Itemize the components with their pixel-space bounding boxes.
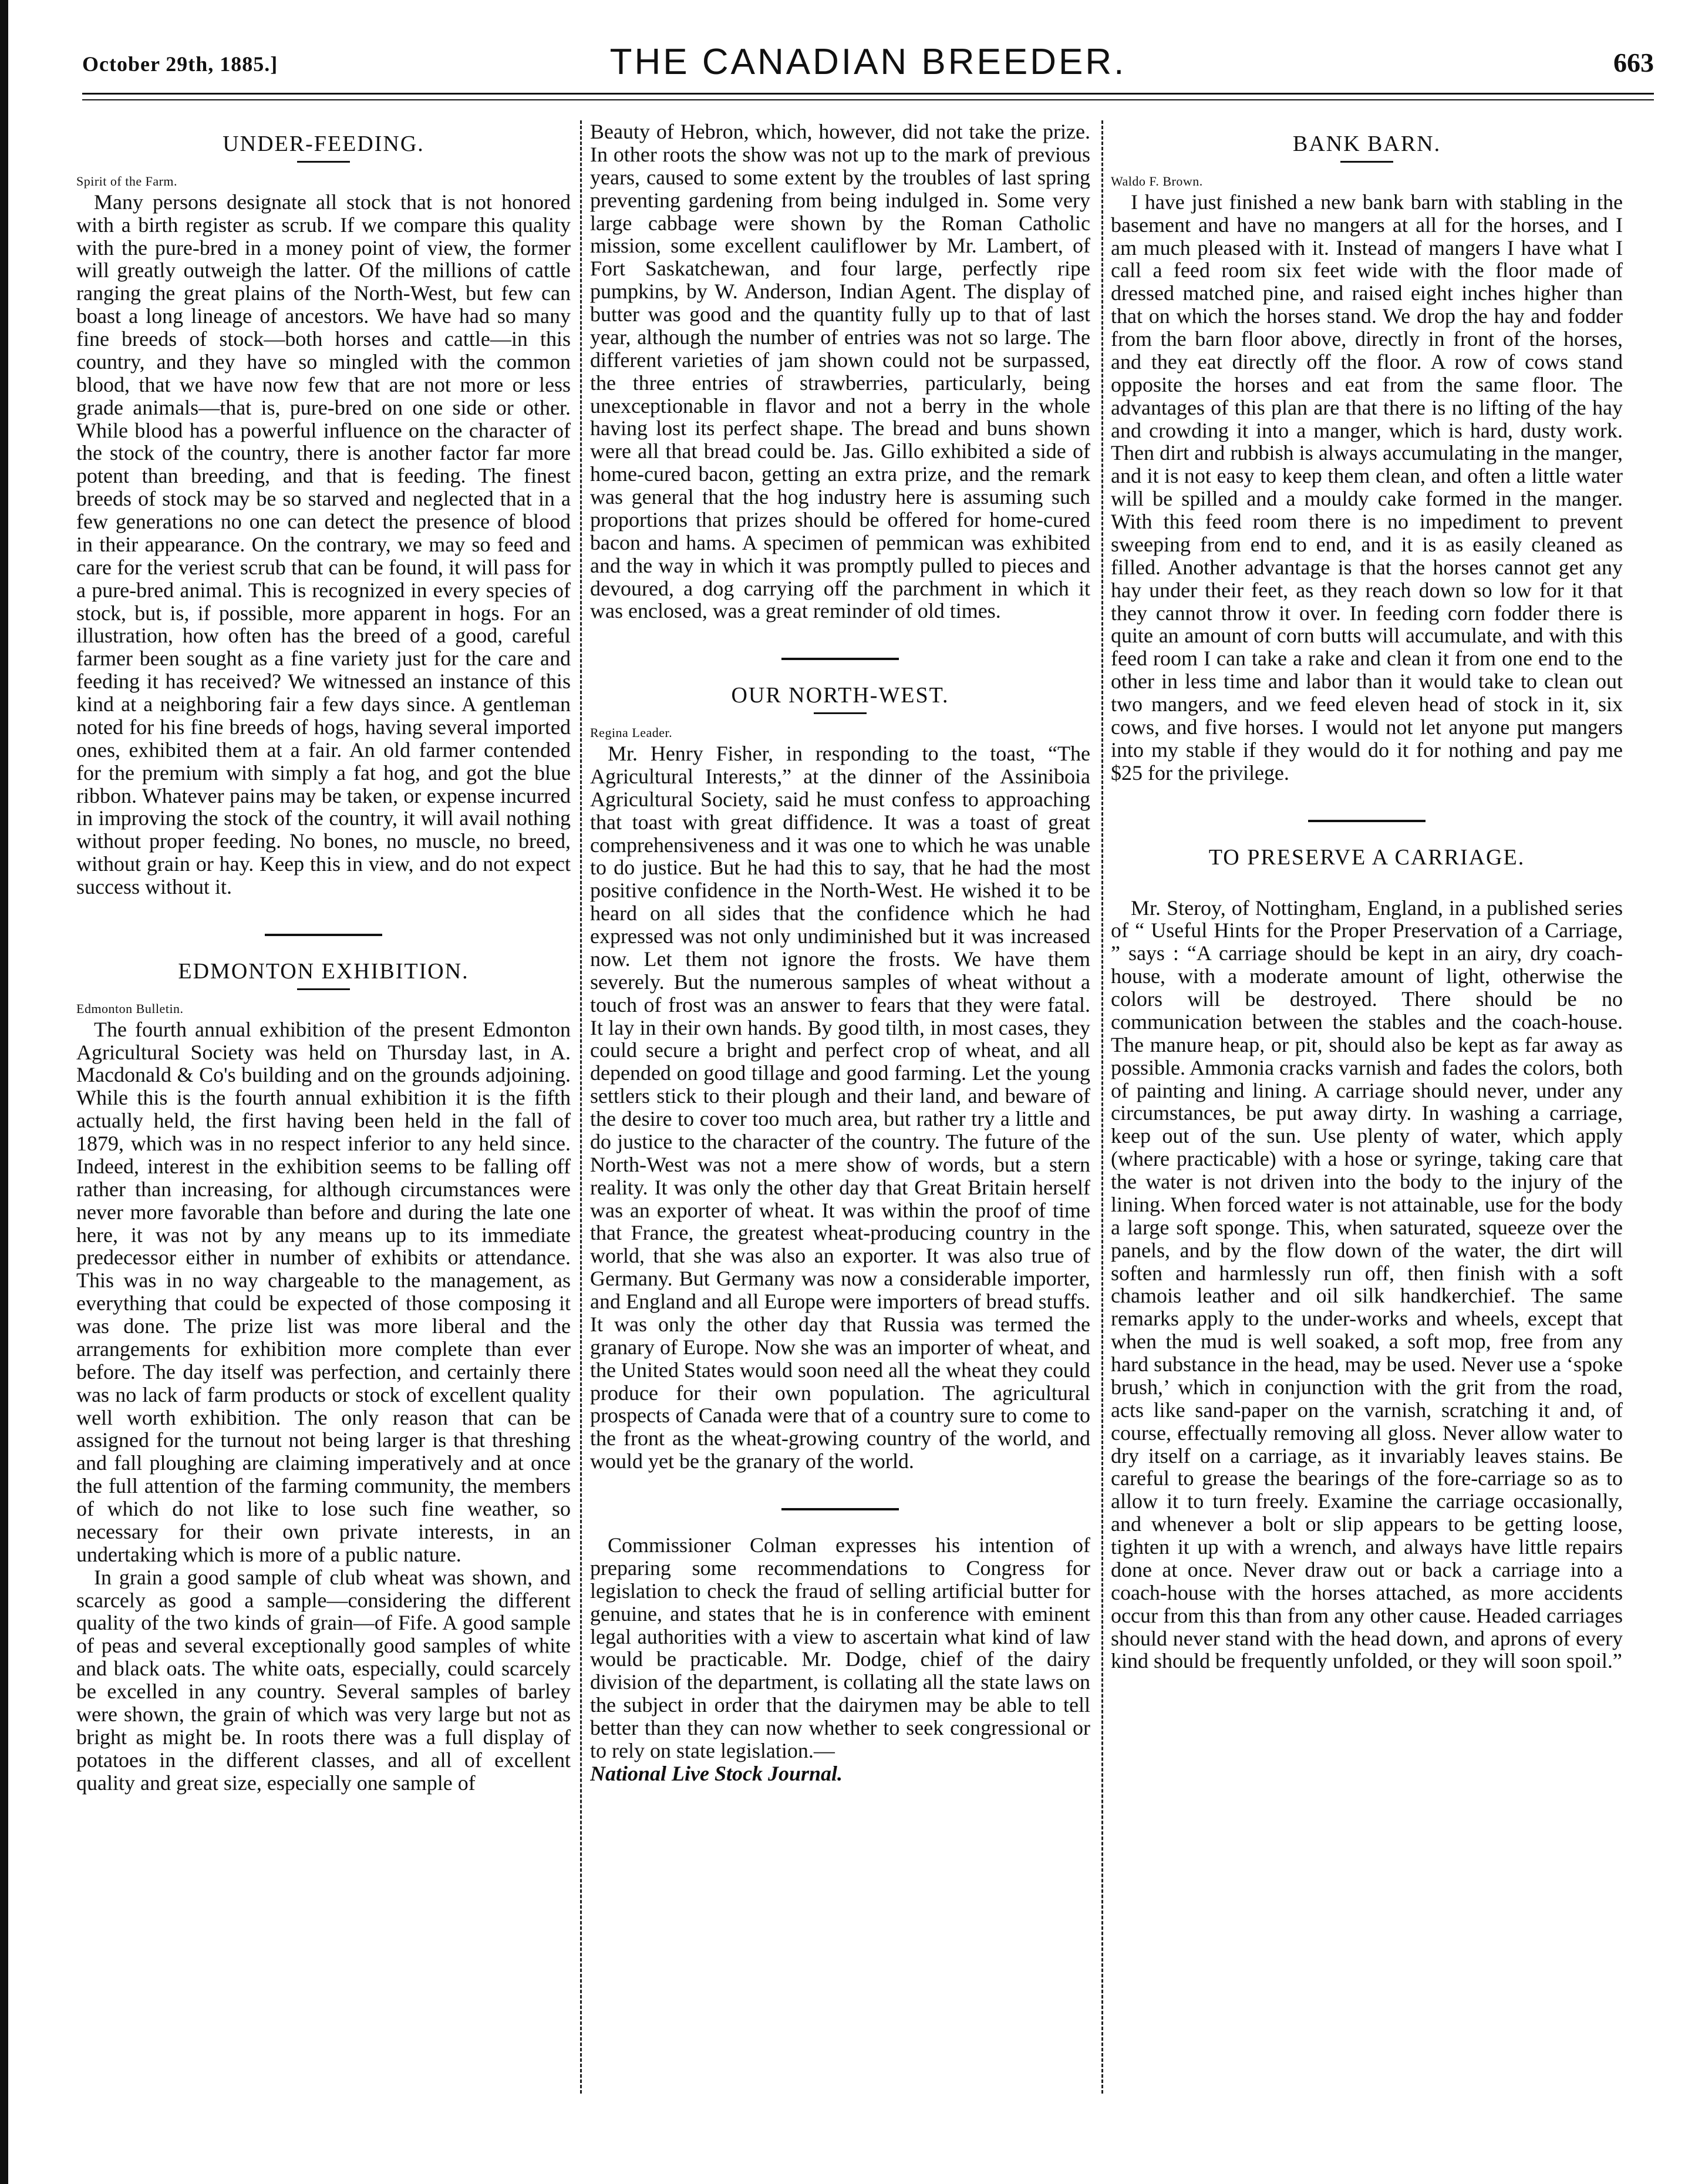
- article-body: Mr. Steroy, of Nottingham, England, in a published series of “ Useful Hints for the Proper Preservation of a Carriage, ” says : “A carriage should be kept in an airy, dry coach-house, with a moderate amount of light, otherwise the colors will be destroyed. There should be no communication between the stables and the coach-house. The manure heap, or pit, should also be kept as far away as possible. Ammonia cracks varnish and fades the colors, both of painting and lining. A carriage should never, under any circumstances, be put away dirty. In washing a carriage, keep out of the sun. Use plenty of water, which apply (where practicable) with a hose or syringe, taking care that the water is not driven into the body to the injury of the lining. When forced water is not attainable, use for the body a large soft sponge. This, when saturated, squeeze over the panels, and by the flow down of the water, the dirt will soften and harmlessly run off, then finish with a soft chamois leather and oil silk handkerchief. The same remarks apply to the under-works and wheels, except that when the mud is well soaked, a soft mop, free from any hard substance in the head, may be used. Never use a ‘spoke brush,’ which in conjunction with the grit from the road, acts like sand-paper on the varnish, scratching it and, of course, effectually removing all gloss. Never allow water to dry itself on a carriage, as it invariably leaves stains. Be careful to grease the bearings of the fore-carriage so as to allow it to turn freely. Examine the carriage occasionally, and whenever a bolt or slip appears to be getting loose, tighten it up with a wrench, and always have little repairs done at once. Never draw out or back a carriage into a coach-house with the horses attached, as more accidents occur from this than from any other cause. Headed carriages should never stand with the head down, and aprons of every kind should be frequently unfolded, or they will soon spoil.”: [1111, 896, 1623, 1673]
- article-title-edmonton: EDMONTON EXHIBITION.: [178, 958, 469, 984]
- article-signature: National Live Stock Journal.: [590, 1761, 843, 1785]
- page-header: [82, 41, 1654, 88]
- article-body-continued: Beauty of Hebron, which, however, did not take the prize. In other roots the show was not up to the mark of previous years, caused to some extent by the troubles of last spring preventing gardening from being indulged in. Some very large cabbage were shown by the Roman Catholic mission, some excellent cauliflower by Mr. Lambert, of Fort Saskatchewan, and four large, perfectly ripe pumpkins, by W. Anderson, Indian Agent. The display of butter was good and the quantity fully up to that of last year, although the number of entries was not so large. The different varieties of jam shown could not be surpassed, the three entries of strawberries, particularly, being unexceptionable in flavor and not a berry in the whole having lost its perfect shape. The bread and buns shown were all that bread could be. Jas. Gillo exhibited a side of home-cured bacon, getting an extra prize, and the remark was general that the hog industry here is assuming such proportions that prizes should be offered for home-cured bacon and hams. A specimen of pemmican was exhibited and the way in which it was promptly pulled to pieces and devoured, a dog carrying off the parchment in which it was enclosed, was a great reminder of old times.: [590, 120, 1090, 623]
- issue-date: October 29th, 1885.]: [82, 52, 278, 76]
- column-3: [1111, 120, 1623, 2135]
- colman-text: Commissioner Colman expresses his intention of preparing some recommendations to Congress for legislation to check the fraud of selling artificial butter for genuine, and states that he is in conference with eminent legal authorities with a view to ascertain what kind of law would be practicable. Mr. Dodge, chief of the dairy division of the department, is collating all the state laws on the subject in order that the dairymen may be able to tell better than they can now whether to seek congressional or to rely on state legislation.—: [590, 1533, 1090, 1762]
- column-divider: [1101, 120, 1103, 2094]
- article-title-northwest: OUR NORTH-WEST.: [731, 683, 949, 708]
- page-number: 663: [1613, 48, 1654, 78]
- article-source: Spirit of the Farm.: [76, 174, 178, 189]
- title-rule: [814, 712, 867, 714]
- article-source: Edmonton Bulletin.: [76, 1001, 184, 1016]
- article-body: [590, 1534, 1090, 1785]
- article-title-underfeeding: UNDER-FEEDING.: [223, 132, 424, 156]
- spacer: [1111, 873, 1623, 897]
- title-rule: [297, 161, 350, 163]
- article-body: Many persons designate all stock that is not honored with a birth register as scrub. If we compare this quality with the pure-bred in a money point of view, the former will greatly outweigh the latter. Of the millions of cattle ranging the great plains of the North-West, but few can boast a long lineage of ancestors. We have had so many fine breeds of stock—both horses and cattle—in this country, and they have so mingled with the common blood, that we have now few that are not more or less grade animals—that is, pure-bred on one side or other. While blood has a powerful influence on the character of the stock of the country, there is another factor far more potent than breeding, and that is feeding. The finest breeds of stock may be so starved and neglected that in a few generations no one can detect the presence of blood in their appearance. On the contrary, we may so feed and care for the veriest scrub that can be found, it will pass for a pure-bred animal. This is recognized in every species of stock, but is, if possible, more apparent in hogs. For an illustration, how often has the breed of a good, careful farmer been sought as a fine variety just for the care and feeding it has received? We witnessed an instance of this kind at a neighboring fair a few days since. A gentleman noted for his fine breeds of hogs, having several imported ones, exhibited them at a fair. An old farmer contended for the premium with simply a fat hog, and got the blue ribbon. Whatever pains may be taken, or expense incurred in improving the stock of the country, it will avail nothing without proper feeding. No bones, no muscle, no breed, without grain or hay. Keep this in view, and do not expect success without it.: [76, 190, 571, 899]
- header-rule: [82, 93, 1654, 100]
- article-body: Mr. Henry Fisher, in responding to the toast, “The Agricultural Interests,” at the dinner of the Assiniboia Agricultural Society, said he must confess to approaching that toast with great diffidence. It was a toast of great comprehensiveness and it was one to which he was unable to do justice. But he had this to say, that he had the most positive confidence in the North-West. He wished it to be heard on all sides that the confidence which he had expressed was not only undiminished but it was increased now. Let them not ignore the frosts. We have them severely. But the numerous samples of wheat without a touch of frost was an answer to fears that they were fatal. It lay in their own hands. By good tilth, in most cases, they could secure a bright and perfect crop of wheat, and all depended on good tillage and good farming. Let the young settlers stick to their plough and their land, and beware of the desire to cover too much area, but rather try a little and do justice to the character of the country. The future of the North-West was not a mere show of words, but a stern reality. It was only the other day that Great Britain herself was an exporter of wheat. It was within the proof of time that France, the greatest wheat-producing country in the world, that she was also an exporter. It was also true of Germany. But Germany was now a considerable importer, and England and all Europe were importers of bread stuffs. It was only the other day that Russia was termed the granary of Europe. Now she was an importer of wheat, and the United States would soon need all the wheat they could produce for their own population. The agricultural prospects of Canada were that of a country sure to come to the front as the wheat-growing country of the world, and would yet be the granary of the world.: [590, 742, 1090, 1473]
- column-2: [590, 120, 1090, 2135]
- column-1: [76, 120, 571, 2135]
- article-body: In grain a good sample of club wheat was shown, and scarcely as good a sample—considering the different quality of the two kinds of grain—of Fife. A good sample of peas and several exceptionally good samples of white and black oats. The white oats, especially, could scarcely be excelled in any country. Several samples of barley were shown, the grain of which was very large but not as bright as might be. In roots there was a full display of potatoes in the different classes, and all of excellent quality and great size, especially one sample of: [76, 1565, 571, 1795]
- masthead-title: THE CANADIAN BREEDER.: [609, 42, 1127, 82]
- article-body: The fourth annual exhibition of the present Edmonton Agricultural Society was held on Thursday last, in A. Macdonald & Co's building and on the grounds adjoining. While this is the fourth annual exhibition it is the fifth actually held, the first having been held in the fall of 1879, which was in no respect inferior to any held since. Indeed, interest in the exhibition seems to be falling off rather than increasing, for although circumstances were never more favorable than before and during the late one here, it was not by any means up to its immediate predecessor either in number of exhibits or attendance. This was in no way chargeable to the management, as everything that could be expected of those composing it was done. The prize list was more liberal and the arrangements for exhibition more complete than ever before. The day itself was perfection, and certainly there was no lack of farm products or stock of excellent quality well worth exhibition. The only reason that can be assigned for the turnout not being larger is that threshing and fall ploughing are claiming imperatively and at once the full attention of the farming community, the members of which do not like to lose such fine weather, so necessary for their own private interests, in an undertaking which is more of a public nature.: [76, 1017, 571, 1566]
- article-separator: [781, 1508, 899, 1510]
- column-divider: [580, 120, 582, 2094]
- title-rule: [1340, 161, 1393, 163]
- article-source: Regina Leader.: [590, 725, 673, 741]
- page-edge-rule: [0, 0, 8, 2184]
- title-rule: [297, 988, 350, 990]
- article-separator: [781, 658, 899, 660]
- article-source: Waldo F. Brown.: [1111, 174, 1203, 189]
- article-body: I have just finished a new bank barn with stabling in the basement and have no mangers at all for the horses, and I am much pleased with it. Instead of mangers I have what I call a feed room six feet wide with the floor made of dressed matched pine, and raised eight inches higher than that on which the horses stand. We drop the hay and fodder from the barn floor above, directly in front of the horses, and they eat directly off the floor. A row of cows stand opposite the horses and eat from the same floor. The advantages of this plan are that there is no lifting of the hay and crowding it into a manger, which is hard, dusty work. Then dirt and rubbish is always accumulating in the manger, and it is not easy to keep them clean, and often a little water will be spilled and a mouldy cake formed in the manger. With this feed room there is no impediment to prevent sweeping from end to end, and it is as easily cleaned as filled. Another advantage is that the horses cannot get any hay under their feet, as they reach down so low for it that they cannot throw it over. In feeding corn fodder there is quite an amount of corn butts will accumulate, and with this feed room I can take a rake and clean it from one end to the other in less time and labor than it would take to clean out two mangers, and we feed eleven head of stock in it, six cows, and five horses. I would not let anyone put mangers into my stable if they would do it for nothing and pay me $25 for the privilege.: [1111, 190, 1623, 785]
- article-title-carriage: TO PRESERVE A CARRIAGE.: [1208, 844, 1525, 870]
- article-separator: [265, 934, 382, 936]
- article-title-bank-barn: BANK BARN.: [1292, 132, 1441, 156]
- article-separator: [1308, 820, 1426, 822]
